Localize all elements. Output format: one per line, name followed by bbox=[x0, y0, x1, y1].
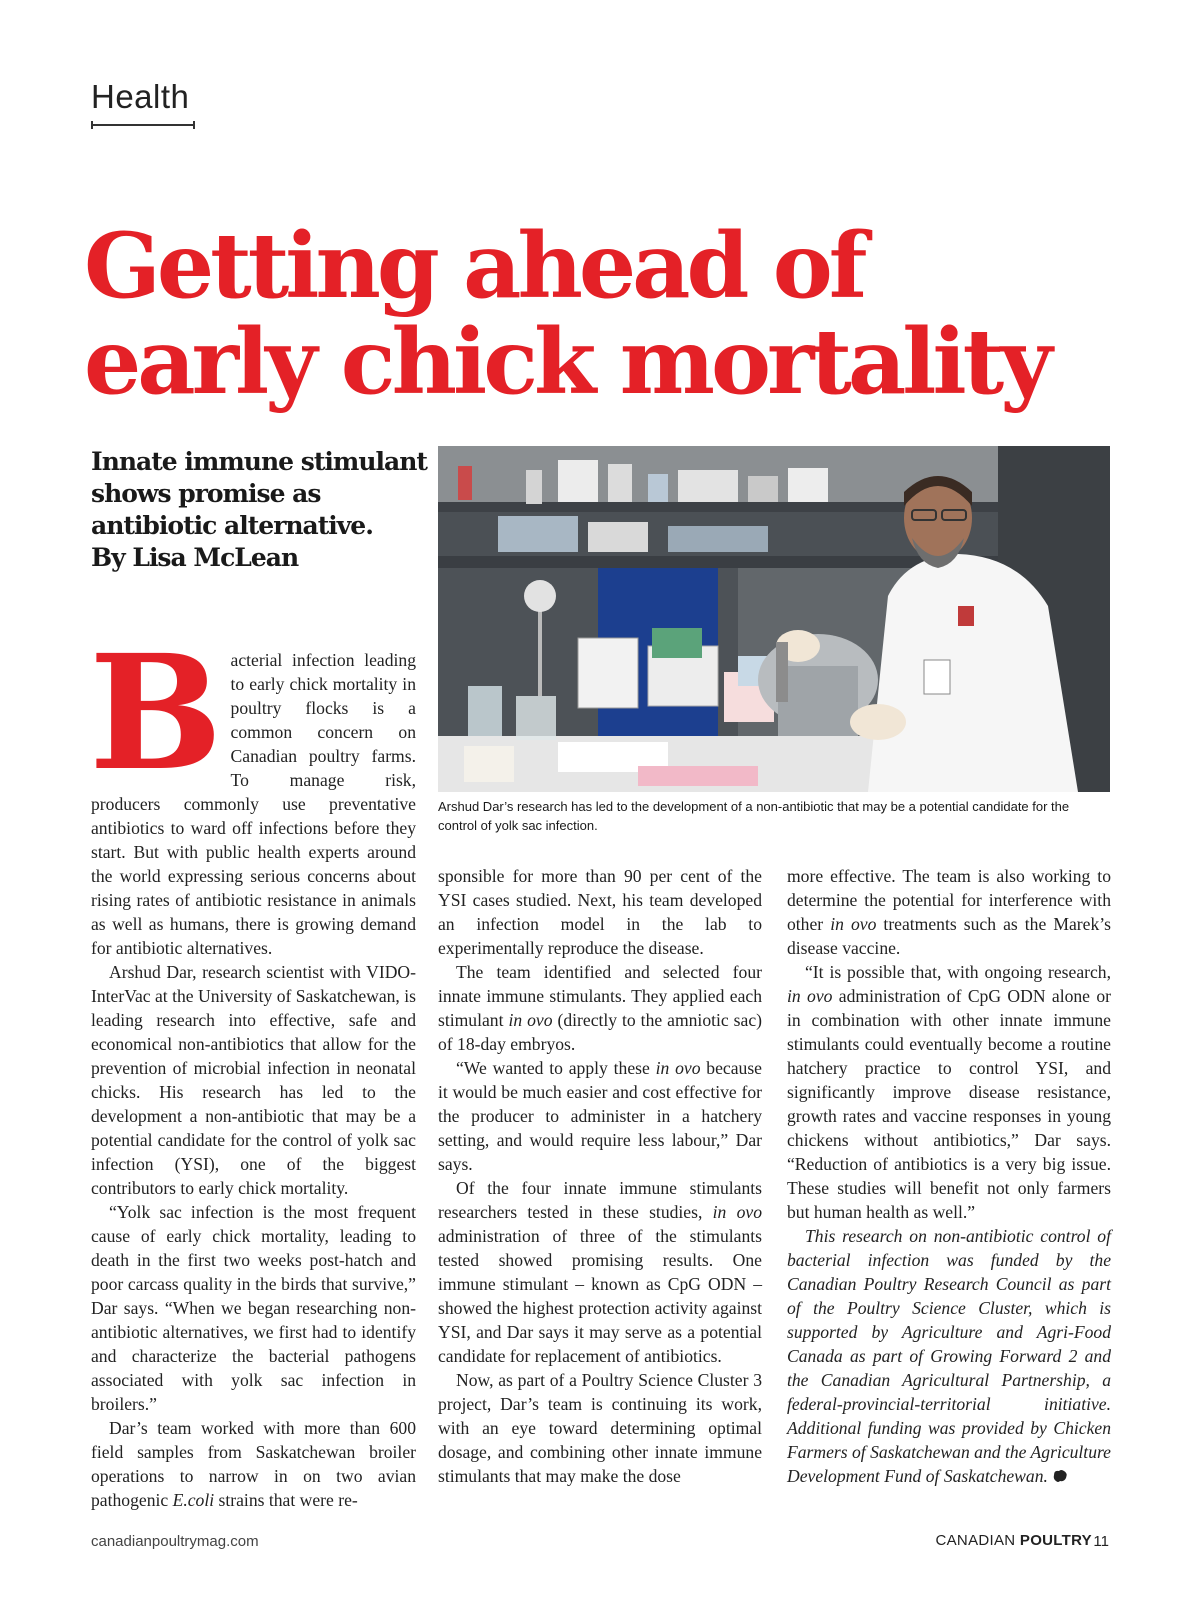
article-paragraph-4: Dar’s team worked with more than 600 field samples from Saskatchewan broiler operations to narrow in on two avian pathogenic E.coli strains that were re- bbox=[91, 1418, 416, 1510]
article-column-2 bbox=[438, 864, 762, 1488]
footer-url: canadianpoultrymag.com bbox=[91, 1533, 259, 1550]
page-number: 11 bbox=[1093, 1533, 1109, 1550]
drop-cap: B bbox=[89, 621, 223, 806]
article-column-1 bbox=[89, 621, 416, 1512]
deck bbox=[91, 446, 431, 574]
article-paragraph-7: Of the four innate immune stimulants researchers tested in these studies, in ovo administration of three of the stimulants tested showed promising results. One immune stimulant – known as CpG ODN – showed the highest protection activity against YSI, and Dar says it may serve as a potential candidate for replacement of antibiotics. bbox=[438, 1178, 762, 1366]
funding-note: This research on non-antibiotic control of bacterial infection was funded by the Canadian Poultry Research Council as part of the Poultry Science Cluster, which is supported by Agriculture and Agri-Food Canada as part of Growing Forward 2 and the Canadian Agricultural Partnership, a federal-provincial-territorial initiative. Additional funding was provided by Chicken Farmers of Saskatchewan and the Agriculture Development Fund of Saskatchewan. bbox=[787, 1226, 1111, 1486]
end-mark-icon bbox=[1052, 1469, 1068, 1483]
deck-text: Innate immune stimulant shows promise as antibiotic alternative. bbox=[91, 447, 427, 540]
article-paragraph-10: “It is possible that, with ongoing research, in ovo administration of CpG ODN alone or in combination with other innate immune stimulants could eventually become a routine hatchery practice to control YSI, and significantly improve disease resistance, growth rates and vaccine responses in young chickens without antibiotics,” Dar says. “Reduction of antibiotics is a very big issue. These studies will benefit not only farmers but human health as well.” bbox=[787, 962, 1111, 1222]
photo-caption: Arshud Dar’s research has led to the development of a non-antibiotic that may be a potential candidate for the control of yolk sac infection. bbox=[438, 799, 1070, 833]
footer-brand: CANADIAN POULTRY bbox=[935, 1532, 1092, 1549]
article-paragraph-8: Now, as part of a Poultry Science Cluster 3 project, Dar’s team is continuing its work, with an eye toward determining optimal dosage, and combining other innate immune stimulants that may make the dose bbox=[438, 1370, 762, 1486]
lab-photo bbox=[438, 446, 1110, 792]
section-label: Health bbox=[91, 78, 190, 115]
article-paragraph-3: “Yolk sac infection is the most frequent cause of early chick mortality, leading to death in the first two weeks post-hatch and poor carcass quality in the birds that survive,” Dar says. “When we began researching non-antibiotic alternatives, we first had to identify and characterize the bacterial pathogens associated with yolk sac infection in broilers.” bbox=[91, 1202, 416, 1414]
byline: By Lisa McLean bbox=[91, 543, 299, 572]
article-paragraph-9: more effective. The team is also working to determine the potential for interference with other in ovo treatments such as the Marek’s disease vaccine. bbox=[787, 866, 1111, 958]
headline-line-1: Getting ahead of bbox=[84, 213, 864, 319]
article-paragraph-2: Arshud Dar, research scientist with VIDO-InterVac at the University of Saskatchewan, is leading research into effective, safe and economical non-antibiotics that allow for the prevention of microbial infection in neonatal chicks. His research has led to the development a non-antibiotic that may be a potential candidate for the control of yolk sac infection (YSI), one of the biggest contributors to early chick mortality. bbox=[91, 962, 416, 1198]
section-rule bbox=[91, 124, 195, 126]
article-column-3 bbox=[787, 864, 1111, 1488]
article-paragraph-1: Bacterial infection leading to early chick mortality in poultry flocks is a common concern on Canadian poultry farms. To manage risk, producers commonly use preventative antibiotics to ward off infections before they start. But with public health experts around the world expressing serious concerns about rising rates of antibiotic resistance in animals as well as humans, there is growing demand for antibiotic alternatives. bbox=[89, 621, 416, 958]
headline bbox=[84, 213, 1194, 415]
article-paragraph-5: The team identified and selected four innate immune stimulants. They applied each stimulant in ovo (directly to the amniotic sac) of 18-day embryos. bbox=[438, 962, 762, 1054]
lab-photo-illustration bbox=[438, 446, 1110, 792]
article-paragraph-4-cont: sponsible for more than 90 per cent of the YSI cases studied. Next, his team developed an infection model in the lab to experimentally reproduce the disease. bbox=[438, 866, 762, 958]
article-paragraph-6: “We wanted to apply these in ovo because it would be much easier and cost effective for the producer to administer in a hatchery setting, and would require less labour,” Dar says. bbox=[438, 1058, 762, 1174]
headline-line-2: early chick mortality bbox=[84, 309, 1049, 415]
